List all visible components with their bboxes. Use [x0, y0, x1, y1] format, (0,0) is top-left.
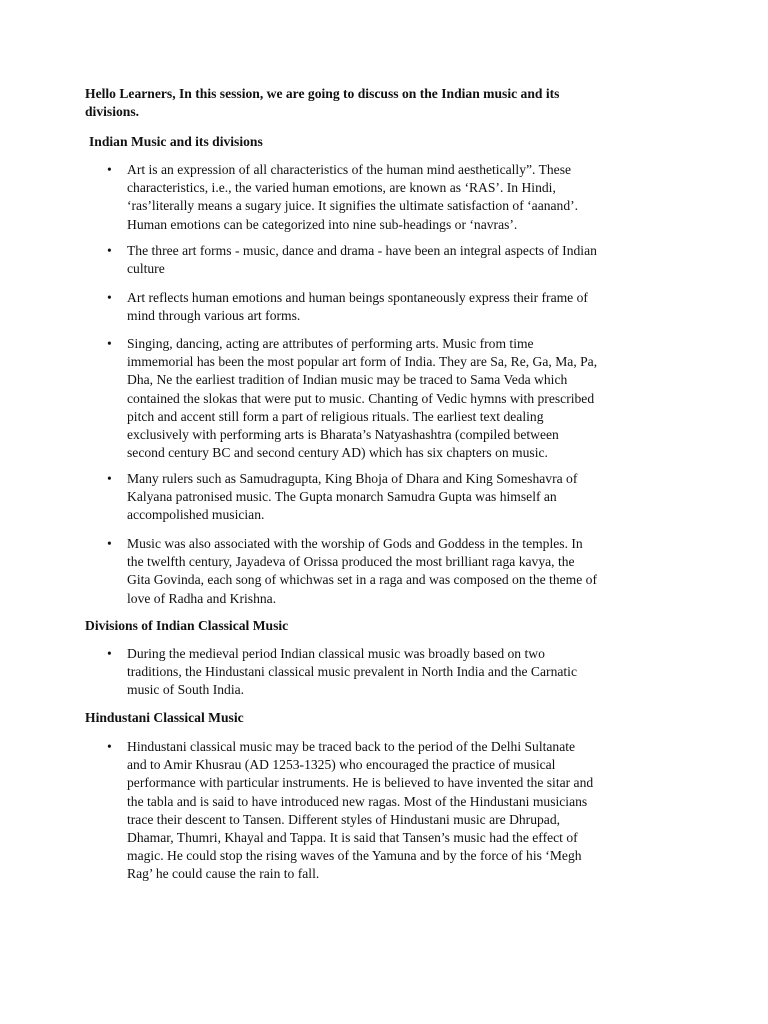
text-line: culture [127, 261, 165, 277]
text-line: music of South India. [127, 682, 245, 698]
text-line: Dhamar, Thumri, Khayal and Tappa. It is said that Tansen’s music had the effect of [127, 830, 578, 846]
text-line: Human emotions can be categorized into nine sub-headings or ‘navras’. [127, 216, 518, 232]
bullet-text [127, 535, 623, 608]
text-line: traditions, the Hindustani classical music prevalent in North India and the Carnatic [127, 664, 577, 680]
bullet-text [127, 645, 623, 700]
section-heading: Indian Music and its divisions [89, 134, 263, 149]
text-line: the tabla and is said to have introduced new ragas. Most of the Hindustani musicians [127, 793, 588, 809]
text-line: love of Radha and Krishna. [127, 590, 277, 606]
bullet-text [127, 335, 623, 462]
section-heading: Divisions of Indian Classical Music [85, 618, 289, 633]
bullet-text [127, 242, 623, 278]
text-line: Kalyana patronised music. The Gupta monarch Samudra Gupta was himself an [127, 489, 557, 505]
bullet-marker: • [107, 290, 112, 305]
intro-line: Hello Learners, In this session, we are going to discuss on the Indian music and its [85, 86, 560, 101]
text-line: Many rulers such as Samudragupta, King Bhoja of Dhara and King Someshavra of [127, 471, 578, 486]
text-line: pitch and accent still form a part of religious rituals. The earliest text dealing [127, 408, 544, 424]
text-line: contained the slokas that were put to music. Chanting of Vedic hymns with prescribed [127, 390, 595, 406]
text-line: Singing, dancing, acting are attributes of performing arts. Music from time [127, 336, 534, 351]
bullet-marker: • [107, 336, 112, 351]
text-line: performance with particular instruments. He is believed to have invented the sitar and [127, 775, 594, 791]
text-line: mind through various art forms. [127, 308, 301, 324]
text-line: trace their descent to Tansen. Different styles of Hindustani music are Dhrupad, [127, 811, 561, 827]
bullet-marker: • [107, 471, 112, 486]
text-line: magic. He could stop the rising waves of the Yamuna and by the force of his ‘Megh [127, 848, 582, 864]
text-line: Dha, Ne the earliest tradition of Indian music may be traced to Sama Veda which [127, 372, 568, 388]
bullet-marker: • [107, 243, 112, 258]
intro-line: divisions. [85, 104, 140, 120]
bullet-text [127, 738, 623, 884]
text-line: ‘ras’literally means a sugary juice. It signifies the ultimate satisfaction of ‘aanand’. [127, 198, 579, 214]
bullet-marker: • [107, 739, 112, 754]
section-heading: Hindustani Classical Music [85, 710, 244, 725]
bullet-text [127, 289, 623, 325]
bullet-marker: • [107, 646, 112, 661]
text-line: the twelfth century, Jayadeva of Orissa produced the most brilliant raga kavya, the [127, 554, 575, 570]
text-line: Art reflects human emotions and human beings spontaneously express their frame of [127, 290, 588, 305]
bullet-text [127, 470, 623, 525]
text-line: Hindustani classical music may be traced back to the period of the Delhi Sultanate [127, 739, 576, 754]
text-line: Music was also associated with the worship of Gods and Goddess in the temples. In [127, 536, 583, 551]
bullet-marker: • [107, 536, 112, 551]
bullet-text [127, 161, 623, 234]
text-line: During the medieval period Indian classical music was broadly based on two [127, 646, 545, 661]
text-line: exclusively with performing arts is Bharata’s Natyashashtra (compiled between [127, 427, 559, 443]
intro-paragraph [85, 85, 605, 121]
text-line: Gita Govinda, each song of whichwas set in a raga and was composed on the theme of [127, 572, 597, 588]
text-line: characteristics, i.e., the varied human emotions, are known as ‘RAS’. In Hindi, [127, 180, 556, 196]
text-line: second century BC and second century AD) which has six chapters on music. [127, 445, 548, 461]
text-line: and to Amir Khusrau (AD 1253-1325) who encouraged the practice of musical [127, 757, 556, 773]
text-line: accompolished musician. [127, 507, 265, 523]
bullet-marker: • [107, 162, 112, 177]
text-line: The three art forms - music, dance and drama - have been an integral aspects of Indian [127, 243, 597, 258]
text-line: immemorial has been the most popular art form of India. They are Sa, Re, Ga, Ma, Pa, [127, 354, 598, 370]
text-line: Art is an expression of all characteristics of the human mind aesthetically”. These [127, 162, 572, 177]
text-line: Rag’ he could cause the rain to fall. [127, 866, 320, 882]
